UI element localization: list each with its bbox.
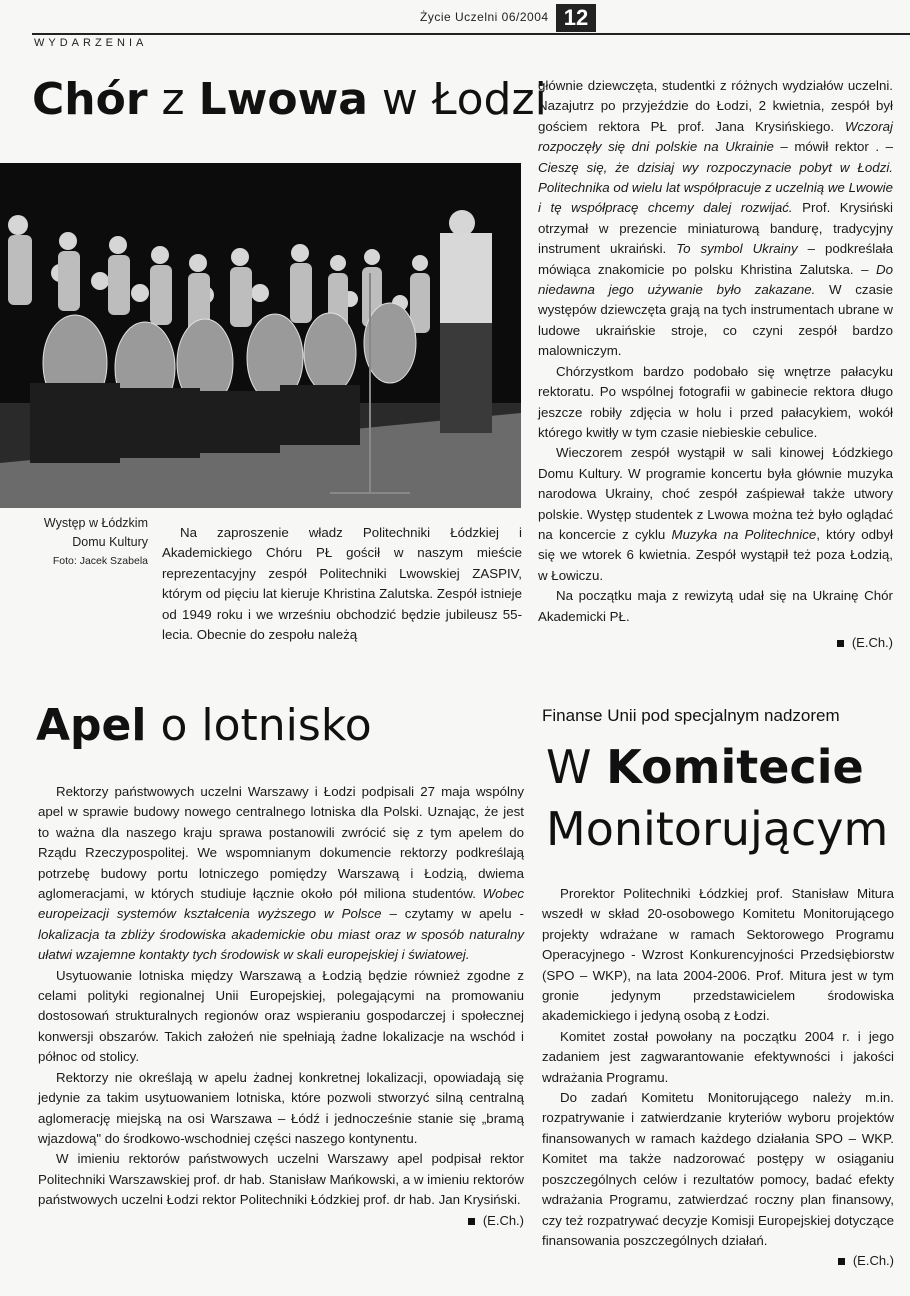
committee-article-body: [542, 884, 894, 1272]
choir-column-right: [538, 76, 893, 653]
choir-headline-bold-1: Chór: [32, 74, 148, 125]
airport-p1-c: – czytamy w apelu -: [381, 906, 524, 922]
choir-col2-paragraph3: [538, 443, 893, 586]
airport-p1-d: lokalizacja ta zbliży środowiska akademickie obu miast oraz w sposób naturalny ułatwi wzajemne kontakty tych środowisk w skali europejskiej i światowej.: [38, 926, 524, 963]
choir-signature-text: (E.Ch.): [851, 634, 893, 650]
photo-caption: [40, 514, 148, 571]
choir-col2-p1-b: Wczoraj rozpoczęły się dni polskie na Ukrainie: [538, 118, 893, 155]
choir-signature: [538, 633, 893, 653]
choir-headline-bold-2: Lwowa: [198, 74, 368, 125]
page-number: 12: [556, 4, 596, 32]
committee-kicker: Finanse Unii pod specjalnym nadzorem: [542, 706, 840, 725]
committee-headline-light: W: [546, 740, 592, 794]
choir-col2-p1-c: – mówił rektor . –: [773, 139, 893, 155]
choir-col2-p1-e: Prof. Krysiński otrzymał w prezencie miniaturową bandurę, tradycyjny instrument ukraiński.: [538, 200, 893, 257]
airport-headline-light: o lotnisko: [160, 700, 372, 751]
publication-name: Życie Uczelni 06/2004: [420, 10, 549, 24]
choir-col2-paragraph4: Na początku maja z rewizytą udał się na Ukrainę Chór Akademicki PŁ.: [538, 588, 893, 624]
photo-credit: Foto: Jacek Szabela: [52, 555, 148, 567]
choir-col2-paragraph2: Chórzystkom bardzo podobało się wnętrze pałacyku rektoratu. Po wspólnej fotografii w gabinecie rektora długo jeszcze robiły zdjęcia w holu i przed pałacykiem, wokół którego kwitły w tym czasie niebieskie cebulice.: [538, 363, 893, 440]
choir-photo-image: [0, 163, 521, 508]
photo-caption-line1: Występ w Łódzkim: [43, 516, 148, 530]
choir-col2-p3-c: , który odbył się we wtorek 6 kwietnia. Zespół wystąpił też poza Łodzią, w Łowiczu.: [538, 526, 893, 583]
choir-col2-p1-d: Cieszę się, że dzisiaj wy rozpoczynacie pobyt w Łodzi. Politechnika od wielu lat współpracuje z uczelnią we Lwowie i tę współpracę chcemy dalej rozwijać.: [538, 159, 893, 216]
section-label: WYDARZENIA: [34, 37, 148, 49]
bullet-square-icon: [468, 1218, 475, 1225]
choir-headline-light-2: w Łodzi: [381, 74, 547, 125]
choir-col2-p1-a: głównie dziewczęta, studentki z różnych wydziałów uczelni. Nazajutrz po przyjeździe do Łodzi, 2 kwietnia, zespół był gościem rektora PŁ prof. Jana Krysińskiego.: [538, 78, 893, 134]
committee-paragraph1: Prorektor Politechniki Łódzkiej prof. Stanisław Mitura wszedł w skład 20-osobowego Komitetu Monitorującego projekty wdrażane w ramach Sektorowego Programu Operacyjnego - Wzrost Konkurencyjności Przedsiębiorstw (SPO – WKP), na lata 2004-2006. Prof. Mitura jest w tym gronie jedynym przedstawicielem środowiska akademickiego i jedyną osobą z Łodzi.: [542, 886, 894, 1024]
airport-paragraph1: [38, 782, 524, 966]
airport-p1-a: Rektorzy państwowych uczelni Warszawy i Łodzi podpisali 27 maja wspólny apel w sprawie budowy nowego centralnego lotniska dla Polski. Uznając, że jest to ważna dla naszego kraju sprawa postanowili zwrócić się z tym apelem do Rządu Rzeczypospolitej. We wspomnianym dokumencie rektorzy podkreślają potrzebę budowy portu lotniczego pomiędzy Warszawą i Łodzią, dwiema aglomeracjami, w których studiuje łącznie około pół miliona studentów.: [38, 784, 524, 902]
airport-article-body: [38, 782, 524, 1231]
choir-headline-light-1: z: [161, 74, 185, 125]
airport-signature: [38, 1211, 524, 1231]
committee-headline: [546, 740, 864, 794]
choir-col2-p1-h: Do niedawna jego używanie było zakazane.: [538, 261, 893, 298]
choir-col2-p1-g: – podkreślała mówiąca znakomicie po polsku Khristina Zalutska. –: [538, 241, 893, 277]
choir-intro-paragraph: [162, 523, 522, 645]
bullet-square-icon: [838, 1258, 845, 1265]
airport-paragraph2: Usytuowanie lotniska między Warszawą a Łodzią będzie również zgodne z celami polityki regionalnej Unii Europejskiej, polegającymi na promowaniu dostosowań strukturalnych regionów oraz wspieraniu gospodarczej i społecznej konwersji obszarów. Takich założeń nie spełniają żadne lokalizacje na wschód i północ od stolicy.: [38, 967, 524, 1065]
choir-col2-p1-i: W czasie występów dziewczęta grają na tych instrumentach ubrane w ludowe ukraińskie stroje, co czyni zespół bardzo malowniczym.: [538, 282, 893, 359]
airport-paragraph3: Rektorzy nie określają w apelu żadnej konkretnej lokalizacji, opowiadają się jedynie za takim usytuowaniem lotniska, które pozwoli stworzyć silną centralną aglomerację miejską na osi Warszawa – Łódź i jednocześnie stanie się „bramą wjazdową" do środkowo-wschodniej części naszego kontynentu.: [38, 1069, 524, 1146]
photo-caption-line2: Domu Kultury: [72, 535, 148, 549]
header-rule: [32, 33, 910, 35]
committee-signature-text: (E.Ch.): [852, 1253, 894, 1269]
choir-headline: [32, 74, 547, 125]
airport-signature-text: (E.Ch.): [482, 1212, 524, 1228]
choir-intro-text: Na zaproszenie władz Politechniki Łódzkiej i Akademickiego Chóru PŁ gościł w naszym mieście reprezentacyjny zespół Politechniki Lwowskiej ZASPIV, którym od pięciu lat kieruje Khristina Zalutska. Zespół istnieje od 1949 roku i we wrześniu obchodzić będzie jubileusz 55-lecia. Obecnie do zespołu należą: [162, 525, 522, 643]
committee-headline-line2: [546, 802, 889, 856]
choir-col2-p3-b: Muzyka na Politechnice: [671, 526, 817, 542]
choir-photo: [0, 163, 521, 508]
choir-col2-p3-a: Wieczorem zespół wystąpił w sali kinowej Łódzkiego Domu Kultury. W programie koncertu była głównie muzyka narodowa Ukrainy, choć zespół zaśpiewał także utwory polskie. Występ studentek z Lwowa można też było oglądać na koncercie z cyklu: [538, 445, 893, 542]
committee-headline-line2-text: Monitorującym: [546, 802, 889, 856]
airport-paragraph4: W imieniu rektorów państwowych uczelni Warszawy apel podpisał rektor Politechniki Warszawskiej prof. dr hab. Stanisław Mańkowski, a w imieniu rektorów państwowych uczelni Łodzi rektor Politechniki Łódzkiej prof. dr hab. Jan Krysiński.: [38, 1151, 524, 1208]
airport-p1-b: Wobec europeizacji systemów kształcenia wyższego w Polsce: [38, 886, 524, 922]
airport-headline: [36, 700, 372, 751]
choir-col2-p1-f: To symbol Ukrainy: [676, 241, 798, 257]
choir-col2-paragraph1: [538, 76, 893, 362]
committee-signature: [542, 1251, 894, 1271]
committee-paragraph3: Do zadań Komitetu Monitorującego należy m.in. rozpatrywanie i zatwierdzanie kryteriów wyboru projektów finansowanych w ramach każdego działania SPO – WKP. Komitet ma także nadzorować postępy w osiąganiu poszczególnych celów i rezultatów pomocy, badać efekty wdrażania Programu, zatwierdzać roczny plan finansowy, czy też rozpatrywać decyzje Komisji Europejskiej dotyczące finansowania poszczególnych działań.: [542, 1090, 894, 1248]
airport-headline-bold: Apel: [36, 700, 147, 751]
committee-headline-bold: Komitecie: [606, 740, 864, 794]
committee-paragraph2: Komitet został powołany na początku 2004 r. i jego zadaniem jest zagwarantowanie efektywności i jakości wdrażania Programu.: [542, 1028, 894, 1085]
bullet-square-icon: [837, 640, 844, 647]
